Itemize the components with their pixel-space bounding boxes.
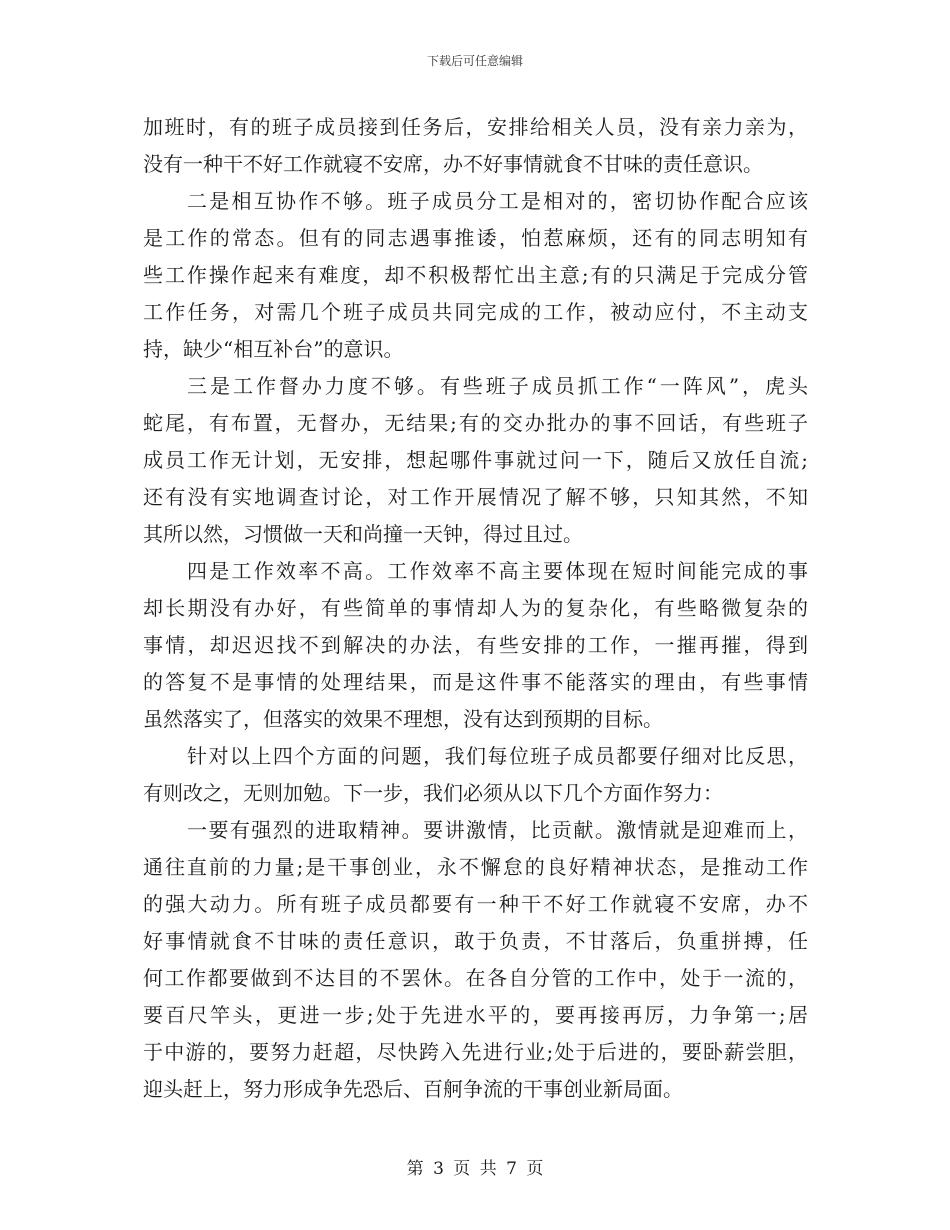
text-line: 的答复不是事情的处理结果，而是这件事不能落实的理由，有些事情 (143, 670, 808, 694)
text-line: 一要有强烈的进取精神。要讲激情，比贡献。激情就是迎难而上， (187, 818, 808, 842)
text-line: 虽然落实了，但落实的效果不理想，没有达到预期的目标。 (143, 707, 663, 731)
text-line: 有则改之，无则加勉。下一步，我们必须从以下几个方面作努力： (143, 781, 723, 805)
text-line: 四是工作效率不高。工作效率不高主要体现在短时间能完成的事 (187, 559, 808, 583)
text-line: 加班时，有的班子成员接到任务后，安排给相关人员，没有亲力亲为， (143, 115, 808, 139)
text-line: 何工作都要做到不达目的不罢休。在各自分管的工作中，处于一流的， (143, 966, 808, 990)
text-line: 好事情就食不甘味的责任意识，敢于负责，不甘落后，负重拼搏，任 (143, 929, 808, 953)
text-line: 成员工作无计划，无安排，想起哪件事就过问一下，随后又放任自流; (143, 448, 808, 472)
text-line: 些工作操作起来有难度，却不积极帮忙出主意;有的只满足于完成分管 (143, 263, 808, 287)
text-line: 其所以然，习惯做一天和尚撞一天钟，得过且过。 (143, 522, 583, 546)
text-line: 的强大动力。所有班子成员都要有一种干不好工作就寝不安席，办不 (143, 892, 808, 916)
page-number: 第 3 页 共 7 页 (406, 1159, 544, 1179)
text-line: 三是工作督办力度不够。有些班子成员抓工作“一阵风”，虎头 (187, 374, 808, 398)
text-line: 工作任务，对需几个班子成员共同完成的工作，被动应付，不主动支 (143, 300, 808, 324)
document-body (143, 109, 808, 1108)
text-line: 事情，却迟迟找不到解决的办法，有些安排的工作，一摧再摧，得到 (143, 633, 808, 657)
text-line: 于中游的，要努力赶超，尽快跨入先进行业;处于后进的，要卧薪尝胆， (143, 1040, 808, 1064)
text-line: 针对以上四个方面的问题，我们每位班子成员都要仔细对比反思， (187, 744, 808, 768)
text-line: 要百尺竿头，更进一步;处于先进水平的，要再接再厉，力争第一;居 (143, 1003, 808, 1027)
text-line: 迎头赶上，努力形成争先恐后、百舸争流的干事创业新局面。 (143, 1077, 683, 1101)
text-line: 却长期没有办好，有些简单的事情却人为的复杂化，有些略微复杂的 (143, 596, 808, 620)
text-line: 没有一种干不好工作就寝不安席，办不好事情就食不甘味的责任意识。 (143, 152, 763, 176)
text-line: 还有没有实地调查讨论，对工作开展情况了解不够，只知其然，不知 (143, 485, 808, 509)
text-line: 蛇尾，有布置，无督办，无结果;有的交办批办的事不回话，有些班子 (143, 411, 808, 435)
text-line: 是工作的常态。但有的同志遇事推诿，怕惹麻烦，还有的同志明知有 (143, 226, 808, 250)
page-header: 下载后可任意编辑 (426, 54, 523, 68)
text-line: 持，缺少“相互补台”的意识。 (143, 337, 404, 361)
text-line: 二是相互协作不够。班子成员分工是相对的，密切协作配合应该 (187, 189, 808, 213)
text-line: 通往直前的力量;是干事创业，永不懈怠的良好精神状态，是推动工作 (143, 855, 808, 879)
